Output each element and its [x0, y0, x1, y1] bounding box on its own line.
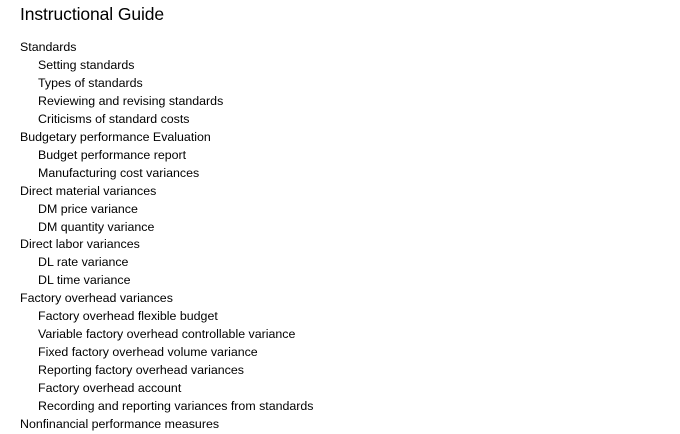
section-heading: Factory overhead variances: [20, 291, 173, 306]
document-title: Instructional Guide: [20, 4, 165, 24]
section-heading: Direct material variances: [20, 183, 157, 198]
subtopic-list: [20, 254, 680, 290]
section-heading: Budgetary performance Evaluation: [20, 129, 211, 144]
outline-section: [20, 236, 680, 290]
subtopic-item: Reviewing and revising standards: [38, 93, 224, 108]
section-heading: Standards: [20, 40, 77, 54]
subtopic-item: DM quantity variance: [38, 219, 155, 234]
subtopic-list: [20, 57, 680, 129]
subtopic-item: Criticisms of standard costs: [38, 111, 190, 126]
outline-section: [20, 290, 680, 416]
subtopic-item: DM price variance: [38, 201, 138, 216]
subtopic-item: Variable factory overhead controllable variance: [38, 327, 296, 342]
section-heading: Nonfinancial performance measures: [20, 417, 220, 432]
subtopic-item: Recording and reporting variances from standards: [38, 399, 314, 414]
subtopic-item: Manufacturing cost variances: [38, 165, 200, 180]
outline-section: [20, 129, 680, 183]
subtopic-item: Budget performance report: [38, 147, 187, 162]
subtopic-list: [20, 147, 680, 183]
outline-section: [20, 416, 680, 434]
subtopic-item: DL time variance: [38, 273, 131, 288]
outline-section: [20, 39, 680, 129]
subtopic-item: Fixed factory overhead volume variance: [38, 345, 258, 360]
subtopic-item: Factory overhead account: [38, 381, 182, 396]
subtopic-item: Factory overhead flexible budget: [38, 309, 218, 324]
subtopic-item: Types of standards: [38, 75, 143, 90]
section-heading: Direct labor variances: [20, 237, 140, 252]
subtopic-item: DL rate variance: [38, 255, 129, 270]
outline-section: [20, 183, 680, 237]
subtopic-list: [20, 308, 680, 416]
subtopic-list: [20, 201, 680, 237]
subtopic-item: Reporting factory overhead variances: [38, 363, 244, 378]
topic-outline: [20, 39, 680, 434]
document: [20, 3, 680, 434]
subtopic-item: Setting standards: [38, 57, 135, 72]
